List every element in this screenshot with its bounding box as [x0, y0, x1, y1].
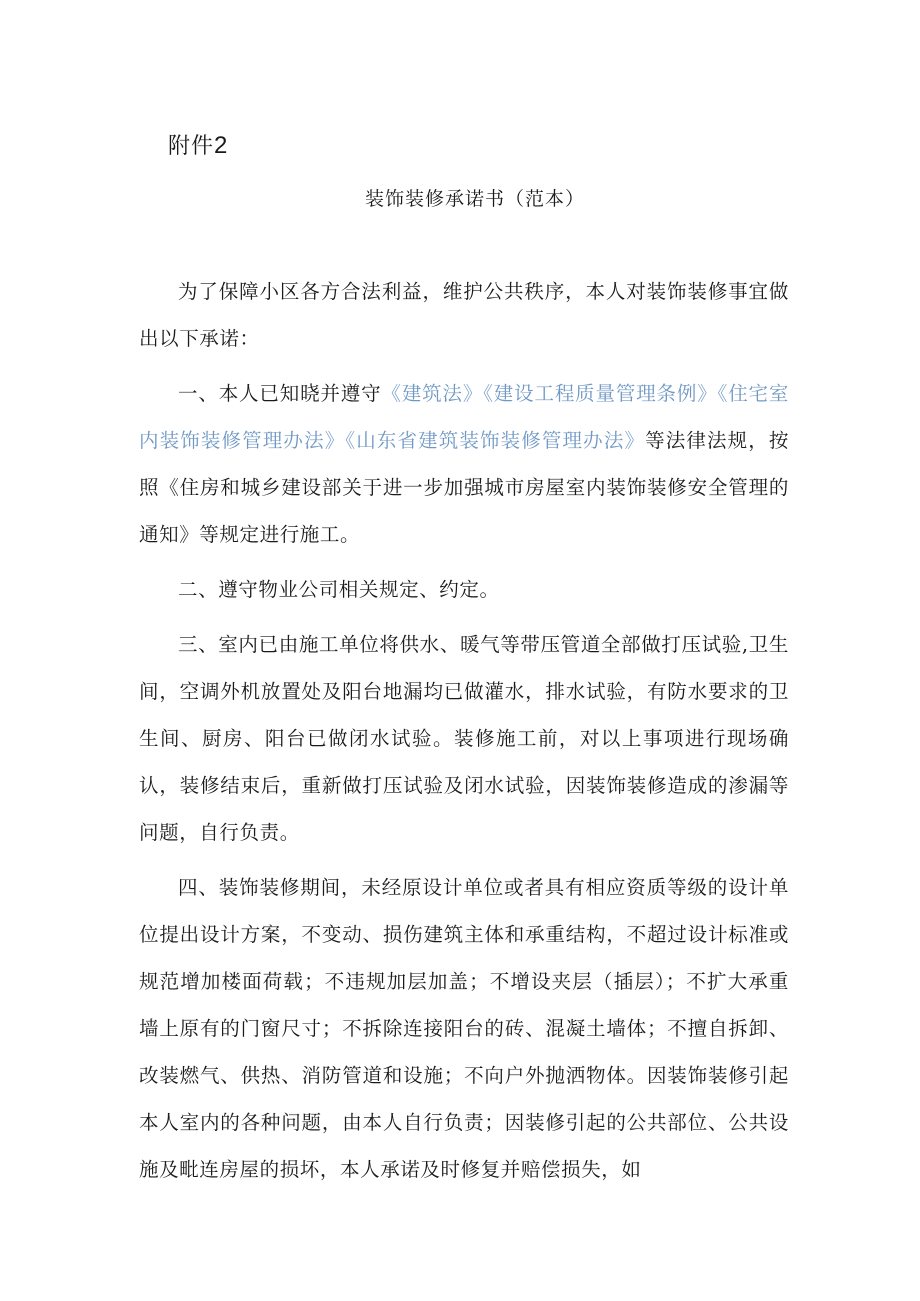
document-title: 装饰装修承诺书（范本）	[364, 188, 585, 210]
item-1-paragraph	[139, 370, 789, 558]
item-2-paragraph: 二、遵守物业公司相关规定、约定。	[178, 578, 500, 601]
item-4-paragraph: 四、装饰装修期间，未经原设计单位或者具有相应资质等级的设计单位提出设计方案，不变动、损伤建筑主体和承重结构，不超过设计标准或规范增加楼面荷载；不违规加层加盖；不增设夹层（插层）；不扩大承重墙上原有的门窗尺寸；不拆除连接阳台的砖、混凝土墙体；不擅自拆卸、改装燃气、供热、消防管道和设施；不向户外抛洒物体。因装饰装修引起本人室内的各种问题，由本人自行负责；因装修引起的公共部位、公共设施及毗连房屋的损坏，本人承诺及时修复并赔偿损失，如	[139, 876, 789, 1181]
annex-label	[168, 128, 228, 165]
annex-number: 2	[214, 132, 229, 159]
law-references: 《建筑法》《建设工程质量管理条例》《住宅室内装饰装修管理办法》《山东省建筑装饰装修管理办法》	[139, 382, 789, 452]
item-1-prefix: 一、本人已知晓并遵守	[178, 382, 382, 405]
intro-paragraph: 为了保障小区各方合法利益，维护公共秩序，本人对装饰装修事宜做出以下承诺：	[139, 280, 789, 350]
document-body	[139, 268, 789, 1201]
annex-text: 附件	[168, 134, 215, 159]
item-3-paragraph: 三、室内已由施工单位将供水、暖气等带压管道全部做打压试验,卫生间，空调外机放置处及阳台地漏均已做灌水，排水试验，有防水要求的卫生间、厨房、阳台已做闭水试验。装修施工前，对以上事项进行现场确认，装修结束后，重新做打压试验及闭水试验，因装饰装修造成的渗漏等问题，自行负责。	[139, 633, 789, 844]
item-1-suffix: 等法律法规，按照《住房和城乡建设部关于进一步加强城市房屋室内装饰装修安全管理的通知》等规定进行施工。	[139, 429, 789, 546]
